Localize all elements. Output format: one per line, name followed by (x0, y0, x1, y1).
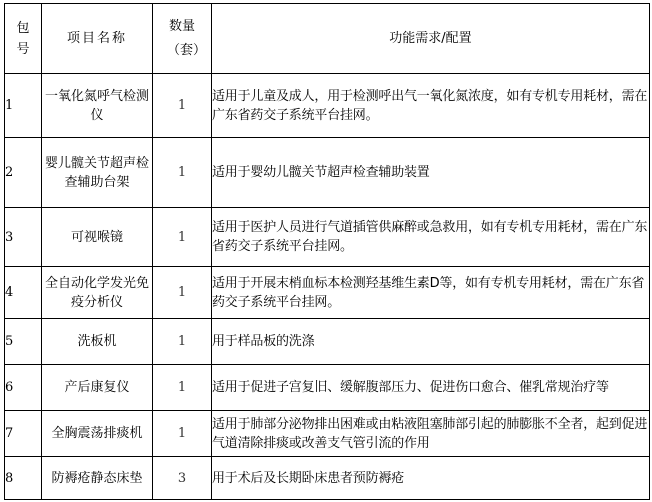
item-requirement: 适用于儿童及成人，用于检测呼出气一氧化氮浓度，如有专机专用耗材，需在广东省药交子系统平台挂网。 (212, 74, 650, 138)
table-row (5, 208, 650, 267)
header-item-name: 项目名称 (42, 4, 153, 74)
item-name: 产后康复仪 (42, 365, 153, 411)
row-number: 6 (5, 365, 42, 411)
header-package-number: 包号 (5, 4, 42, 74)
table-row (5, 411, 650, 457)
item-requirement: 适用于促进子宫复旧、缓解腹部压力、促进伤口愈合、催乳常规治疗等 (212, 365, 650, 411)
table-row (5, 365, 650, 411)
item-name: 婴儿髋关节超声检查辅助台架 (42, 138, 153, 208)
item-quantity: 1 (153, 267, 212, 319)
item-name: 洗板机 (42, 319, 153, 365)
item-quantity: 1 (153, 208, 212, 267)
row-number: 3 (5, 208, 42, 267)
item-name: 全胸震荡排痰机 (42, 411, 153, 457)
row-number: 8 (5, 457, 42, 500)
procurement-table (4, 3, 650, 500)
item-requirement: 适用于婴幼儿髋关节超声检查辅助装置 (212, 138, 650, 208)
item-requirement: 适用于开展末梢血标本检测羟基维生素D等，如有专机专用耗材，需在广东省药交子系统平台挂网。 (212, 267, 650, 319)
row-number: 2 (5, 138, 42, 208)
row-number: 7 (5, 411, 42, 457)
row-number: 4 (5, 267, 42, 319)
table-row (5, 74, 650, 138)
item-name: 可视喉镜 (42, 208, 153, 267)
row-number: 5 (5, 319, 42, 365)
item-quantity: 1 (153, 365, 212, 411)
header-quantity: 数量（套） (153, 4, 212, 74)
item-name: 一氧化氮呼气检测仪 (42, 74, 153, 138)
item-quantity: 1 (153, 138, 212, 208)
table-row (5, 319, 650, 365)
item-requirement: 适用于肺部分泌物排出困难或由粘液阻塞肺部引起的肺膨胀不全者，起到促进气道清除排痰或改善支气管引流的作用 (212, 411, 650, 457)
item-requirement: 用于术后及长期卧床患者预防褥疮 (212, 457, 650, 500)
header-requirement: 功能需求/配置 (212, 4, 650, 74)
item-requirement: 用于样品板的洗涤 (212, 319, 650, 365)
row-number: 1 (5, 74, 42, 138)
header-row (5, 4, 650, 74)
table-row (5, 138, 650, 208)
item-name: 全自动化学发光免疫分析仪 (42, 267, 153, 319)
item-name: 防褥疮静态床垫 (42, 457, 153, 500)
item-quantity: 1 (153, 74, 212, 138)
table-row (5, 457, 650, 500)
item-requirement: 适用于医护人员进行气道插管供麻醉或急救用，如有专机专用耗材，需在广东省药交子系统平台挂网。 (212, 208, 650, 267)
table-row (5, 267, 650, 319)
item-quantity: 1 (153, 319, 212, 365)
item-quantity: 1 (153, 411, 212, 457)
item-quantity: 3 (153, 457, 212, 500)
